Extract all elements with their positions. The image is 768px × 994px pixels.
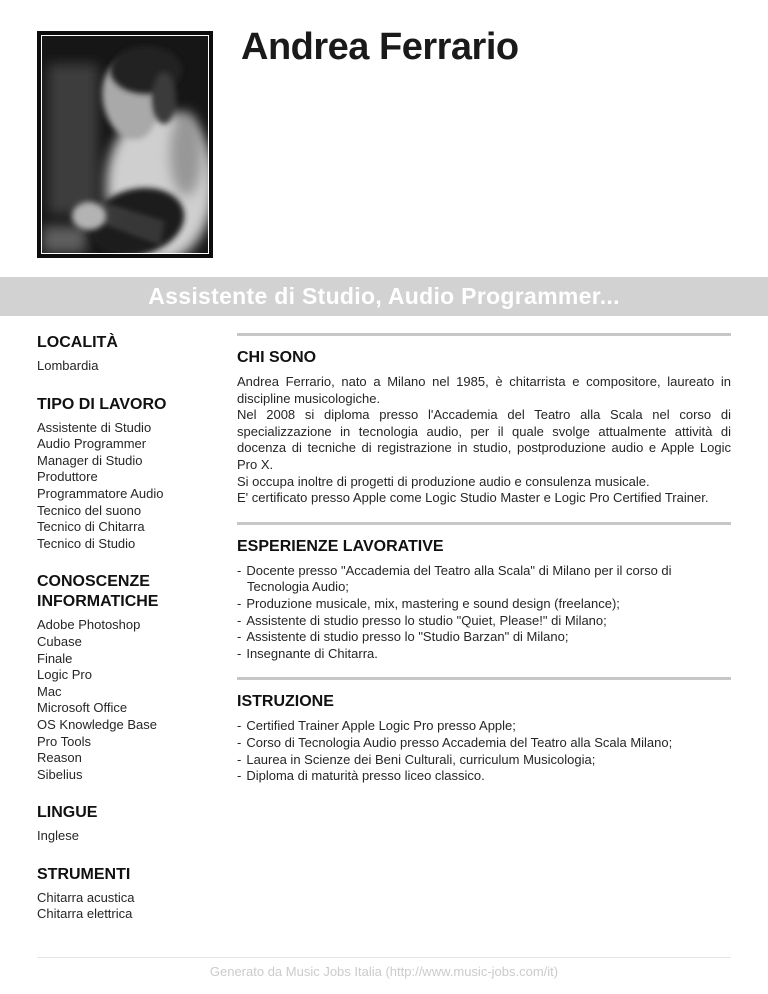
section-heading-istruzione: ISTRUZIONE <box>237 693 334 711</box>
job-title-banner <box>0 277 768 316</box>
section-heading-tipo-di-lavoro: TIPO DI LAVORO <box>37 395 167 413</box>
section-divider <box>237 522 731 525</box>
section-localita <box>37 333 202 375</box>
list-item: Reason <box>37 750 82 766</box>
section-heading-conoscenze: CONOSCENZE INFORMATICHE <box>37 573 159 611</box>
section-heading-localita: LOCALITÀ <box>37 334 118 351</box>
paragraph: Nel 2008 si diploma presso l'Accademia del Teatro alla Scala nel corso di specializzazione in tecnologia audio, per il quale svolge attualmente attività di docenza di tecniche di registrazione in studio, postproduzione audio e Apple Logic Pro X. <box>237 407 731 472</box>
list-item <box>237 596 731 613</box>
photo-hair-side <box>152 72 176 124</box>
list-item: Logic Pro <box>37 667 92 683</box>
section-tipo-di-lavoro <box>37 395 202 553</box>
list-item-text: Produzione musicale, mix, mastering e sound design (freelance); <box>246 595 620 611</box>
list-item: Pro Tools <box>37 733 91 749</box>
list-item: Chitarra acustica <box>37 889 135 905</box>
list-item-text: Assistente di studio presso lo studio "Quiet, Please!" di Milano; <box>246 612 607 628</box>
section-heading-chi-sono: CHI SONO <box>237 349 317 366</box>
bullet-dash: - <box>237 629 242 645</box>
footer-divider <box>37 957 731 958</box>
section-heading-strumenti: STRUMENTI <box>37 865 131 883</box>
bullet-dash: - <box>237 768 242 784</box>
esperienze-list <box>237 563 731 663</box>
list-item <box>237 752 731 769</box>
footer-credit: Generato da Music Jobs Italia (http://www.music-jobs.com/it) <box>209 964 559 979</box>
section-divider <box>237 677 731 680</box>
istruzione-list <box>237 718 731 784</box>
job-title-banner-text: Assistente di Studio, Audio Programmer... <box>148 283 620 309</box>
list-item: Lombardia <box>37 358 99 373</box>
bullet-dash: - <box>237 595 242 611</box>
paragraph: Andrea Ferrario, nato a Milano nel 1985, è chitarrista e compositore, laureato in discipline musicologiche. <box>237 374 731 406</box>
list-item: Cubase <box>37 633 82 649</box>
profile-photo-image <box>42 36 208 253</box>
list-item-text: Certified Trainer Apple Logic Pro presso Apple; <box>246 718 516 734</box>
list-item: Audio Programmer <box>37 436 147 452</box>
list-item <box>237 768 731 785</box>
list-item: Assistente di Studio <box>37 419 152 435</box>
paragraph: Si occupa inoltre di progetti di produzione audio e consulenza musicale. <box>237 473 650 489</box>
section-esperienze-lavorative <box>237 522 731 663</box>
profile-photo <box>37 31 213 258</box>
list-item <box>237 718 731 735</box>
section-heading-esperienze: ESPERIENZE LAVORATIVE <box>237 537 444 555</box>
sidebar <box>37 333 202 943</box>
list-item <box>237 646 731 663</box>
list-item-text: Corso di Tecnologia Audio presso Accademia del Teatro alla Scala Milano; <box>246 734 673 750</box>
list-item: Produttore <box>37 469 98 485</box>
section-heading-lingue: LINGUE <box>37 804 98 822</box>
list-item: Chitarra elettrica <box>37 906 133 922</box>
photo-hand <box>72 202 106 230</box>
list-item: Inglese <box>37 828 79 844</box>
section-lingue <box>37 803 202 845</box>
list-item: OS Knowledge Base <box>37 716 157 732</box>
bullet-dash: - <box>237 645 242 661</box>
list-item: Mac <box>37 683 62 699</box>
section-divider <box>237 333 731 336</box>
list-item: Tecnico di Studio <box>37 535 136 551</box>
list-item-text: Assistente di studio presso lo "Studio Barzan" di Milano; <box>246 629 569 645</box>
list-item: Tecnico del suono <box>37 502 142 518</box>
main-column <box>237 333 731 943</box>
section-chi-sono <box>237 333 731 507</box>
bullet-dash: - <box>237 734 242 750</box>
photo-shirt-fold <box>170 112 202 196</box>
bullet-dash: - <box>237 751 242 767</box>
section-conoscenze-informatiche <box>37 572 202 783</box>
list-item <box>237 629 731 646</box>
bullet-dash: - <box>237 612 242 628</box>
list-item: Tecnico di Chitarra <box>37 519 145 535</box>
photo-backdrop-texture <box>48 64 98 214</box>
list-item-text: Insegnante di Chitarra. <box>246 645 378 661</box>
bullet-dash: - <box>237 562 242 578</box>
section-istruzione <box>237 677 731 784</box>
list-item <box>237 735 731 752</box>
list-item: Sibelius <box>37 766 83 782</box>
list-item: Finale <box>37 650 73 666</box>
list-item <box>237 563 731 596</box>
photo-floor-light <box>42 226 86 253</box>
list-item-text: Docente presso "Accademia del Teatro alla Scala" di Milano per il corso di Tecnologia Audio; <box>246 562 672 595</box>
list-item-text: Diploma di maturità presso liceo classico. <box>246 768 485 784</box>
page-title: Andrea Ferrario <box>241 26 519 68</box>
list-item: Programmatore Audio <box>37 485 164 501</box>
content <box>0 316 768 943</box>
list-item <box>237 613 731 630</box>
footer <box>37 957 731 980</box>
list-item: Manager di Studio <box>37 452 143 468</box>
list-item-text: Laurea in Scienze dei Beni Culturali, curriculum Musicologia; <box>246 751 596 767</box>
section-strumenti <box>37 865 202 923</box>
list-item: Adobe Photoshop <box>37 617 141 633</box>
header <box>0 0 768 258</box>
bullet-dash: - <box>237 718 242 734</box>
paragraph: E' certificato presso Apple come Logic Studio Master e Logic Pro Certified Trainer. <box>237 490 709 506</box>
list-item: Microsoft Office <box>37 700 128 716</box>
